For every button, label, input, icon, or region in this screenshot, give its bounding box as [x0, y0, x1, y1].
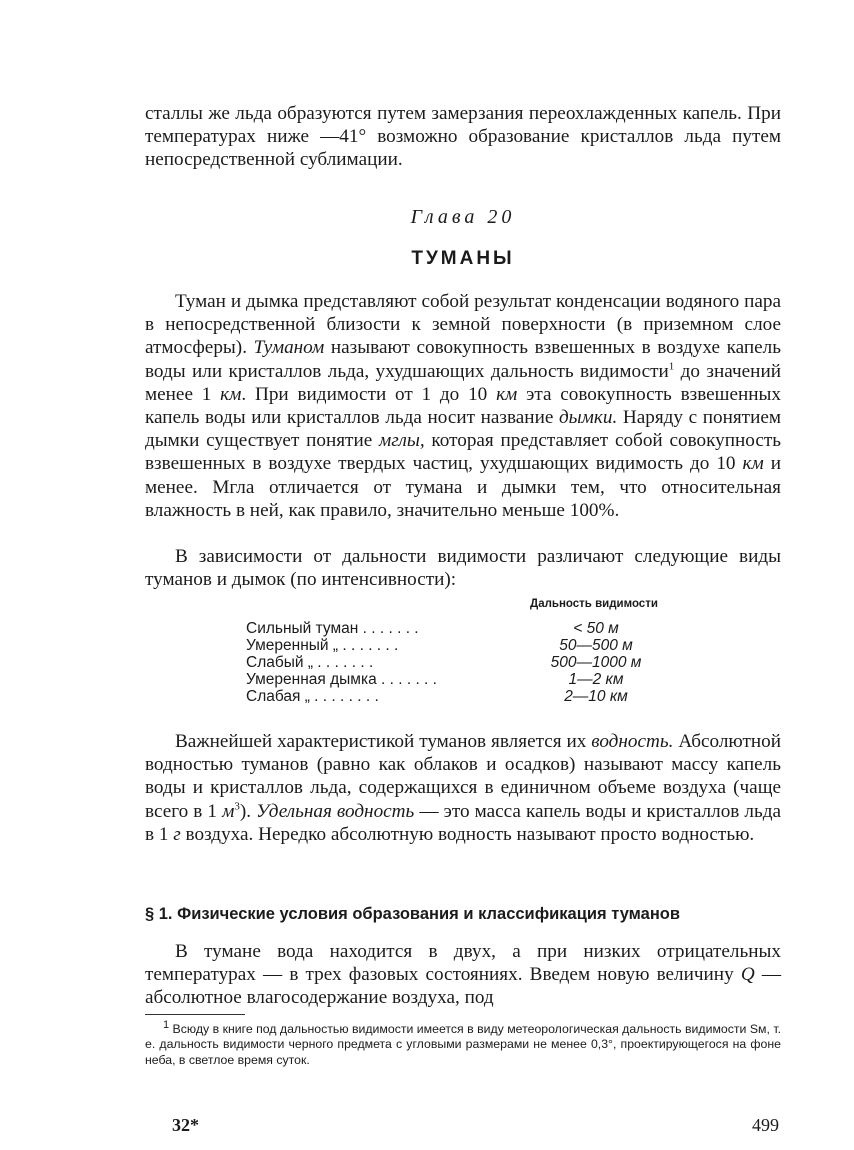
row-name: Слабый „ . . . . . . .	[246, 654, 374, 671]
p1-text-d: до значений менее 1	[145, 360, 781, 405]
p1-text-k: и менее. Мгла отличается от тумана и дымки тем, что относительная влажность в ней, как правило, значительно меньше 100%.	[145, 453, 781, 521]
row-value: 1—2 км	[568, 671, 624, 688]
p4-text-b: — абсолютное влагосодержание воздуха, под	[145, 964, 782, 1009]
chapter-title: ТУМАНЫ	[411, 248, 515, 269]
row-name: Слабая „ . . . . . . . .	[246, 688, 379, 705]
footnote-divider	[145, 1014, 245, 1015]
row-value: 2—10 км	[564, 688, 628, 705]
printer-signature: 32*	[172, 1115, 199, 1135]
row-value: 50—500 м	[559, 637, 633, 654]
row-value: < 50 м	[573, 620, 619, 637]
page-number: 499	[752, 1115, 779, 1135]
top-paragraph: сталлы же льда образуются путем замерзания переохлажденных капель. При температурах ниже —41° возможно образование кристаллов льда путем непосредственной сублимации.	[145, 103, 781, 171]
p1-text-c: называют совокупность взвешенных в воздухе капель воды или кристаллов льда, ухудшающих дальность видимости	[145, 337, 781, 382]
row-name: Сильный туман . . . . . . .	[246, 620, 419, 637]
table-row	[246, 620, 666, 637]
p4-text-a: В тумане вода находится в двух, а при низких отрицательных температурах — в трех фазовых состояниях. Введем новую величину	[145, 941, 781, 986]
footnote-text: Всюду в книге под дальностью видимости имеется в виду метеорологическая дальность видимости Sм, т. е. дальность видимости черного предмета с угловыми размерами не менее 0,3°, проектирующегося на фоне неба, в светлое время суток.	[145, 1022, 781, 1067]
unit-g: г	[173, 823, 181, 845]
row-name: Умеренный „ . . . . . . .	[246, 637, 399, 654]
table-row	[246, 637, 666, 654]
p3-text-a: Важнейшей характеристикой туманов является их	[175, 731, 592, 752]
unit-km: км	[742, 453, 764, 475]
unit-exponent: 3	[234, 800, 240, 813]
term-specific-water-content: Удельная водность	[256, 800, 415, 822]
unit-km: км	[220, 383, 242, 405]
term-mist: мглы,	[379, 430, 425, 452]
p1-text-a: Туман и дымка представляют собой результат конденсации водяного пара в непосредственной близости к земной поверхности (в приземном слое атмосферы).	[145, 291, 781, 359]
row-value: 500—1000 м	[550, 654, 642, 671]
p3-text-f: — это масса капель воды и кристаллов льда в 1	[145, 800, 782, 845]
row-name: Умеренная дымка . . . . . . .	[246, 671, 437, 688]
table-header: Дальность видимости	[530, 598, 658, 610]
p3-text-h: воздуха. Нередко абсолютную водность называют просто водностью.	[180, 823, 755, 845]
p1-text-h: Наряду с понятием дымки существует понятие	[145, 407, 781, 452]
symbol-q: Q	[740, 964, 755, 986]
p3-text-c: Абсолютной водностью туманов (равно как облаков и осадков) называют массу капель воды и кристаллов льда, содержащихся в единичном объеме воздуха (чаще всего в 1	[145, 731, 781, 822]
unit-km: км	[496, 383, 518, 405]
footnote	[145, 1018, 781, 1068]
p1-text-f: эта совокупность взвешенных капель воды или кристаллов льда носит название	[145, 383, 781, 429]
term-haze: дымки.	[558, 407, 618, 429]
p1-text-e: . При видимости от 1 до 10	[241, 383, 497, 405]
p3-text-d: ).	[239, 800, 257, 822]
table-row	[246, 654, 666, 671]
p1-text-j: которая представляет собой совокупность взвешенных в воздухе твердых частиц, ухудшающих видимость до 10	[145, 430, 781, 475]
paragraph-definition	[145, 290, 781, 522]
term-fog: Туманом	[253, 337, 325, 359]
footnote-ref: 1	[668, 360, 675, 373]
section-heading: § 1. Физические условия образования и классификация туманов	[145, 905, 681, 923]
paragraph-water-content	[145, 730, 781, 846]
footnote-mark: 1	[163, 1018, 170, 1031]
visibility-table	[246, 620, 666, 705]
table-row	[246, 688, 666, 705]
table-row	[246, 671, 666, 688]
term-water-content: водность.	[591, 731, 674, 752]
paragraph-phases	[145, 940, 781, 1010]
paragraph-classification-intro: В зависимости от дальности видимости различают следующие виды туманов и дымок (по интенсивности):	[145, 546, 781, 591]
chapter-label: Глава 20	[410, 206, 516, 228]
unit-m: м	[222, 800, 235, 822]
